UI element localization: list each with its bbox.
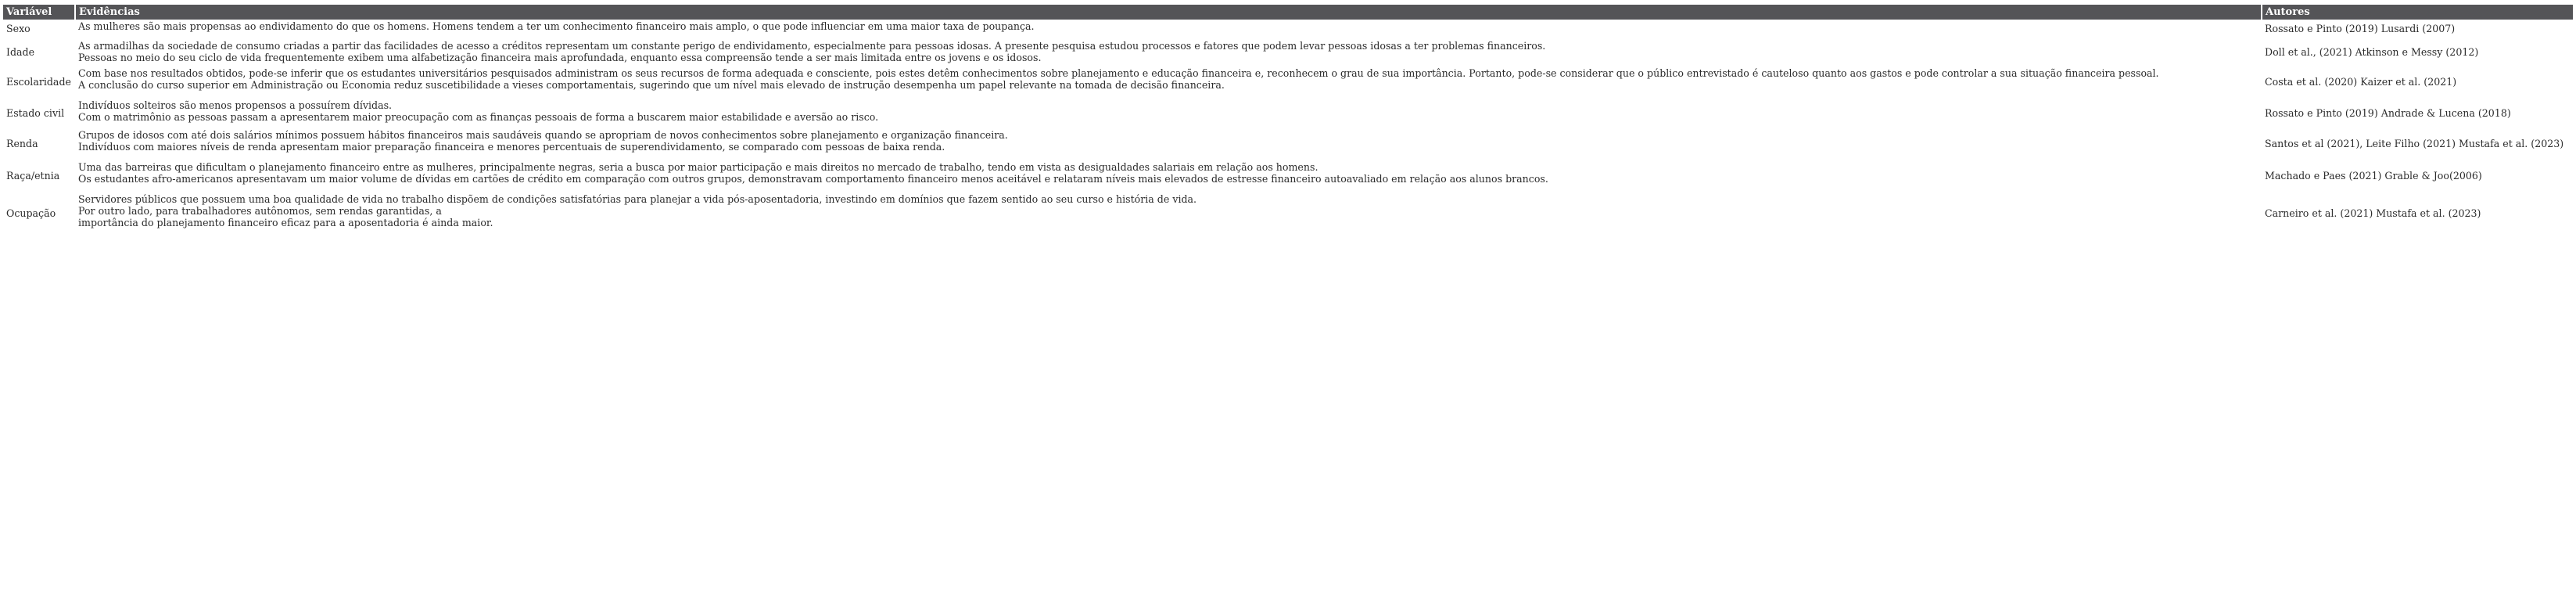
header-variable: Variável	[3, 5, 75, 20]
variable-cell: Ocupação	[6, 207, 56, 219]
evidence-cell	[75, 20, 2262, 39]
authors-cell: Carneiro et al. (2021) Mustafa et al. (2023)	[2265, 207, 2481, 219]
evidence-cell	[75, 160, 2262, 192]
table-row	[3, 128, 2573, 160]
evidence-line: Com o matrimônio as pessoas passam a apresentarem maior preocupação com as finanças pessoais de forma a buscarem maior estabilidade e aversão ao risco.	[78, 110, 879, 123]
table-row	[3, 192, 2573, 235]
evidence-cell	[75, 192, 2262, 235]
evidence-cell	[75, 67, 2262, 99]
header-row	[3, 5, 2573, 20]
evidence-line: A conclusão do curso superior em Administração ou Economia reduz suscetibilidade a vieses comportamentais, sugerindo que um nível mais elevado de instrução desempenha um papel relevante na tomada de decisão financeira.	[78, 78, 1225, 91]
variable-cell: Escolaridade	[6, 76, 71, 88]
header-authors: Autores	[2262, 5, 2573, 20]
authors-cell: Santos et al (2021), Leite Filho (2021) Mustafa et al. (2023)	[2265, 138, 2564, 150]
table-row	[3, 99, 2573, 128]
evidence-cell	[75, 39, 2262, 67]
evidence-line: Uma das barreiras que dificultam o planejamento financeiro entre as mulheres, principalmente negras, seria a busca por maior participação e mais direitos no mercado de trabalho, tendo em vista as desigualdades salariais em relação aos homens.	[78, 161, 1318, 173]
variable-cell: Renda	[6, 138, 38, 150]
table-row	[3, 39, 2573, 67]
table-row	[3, 160, 2573, 192]
table-row	[3, 67, 2573, 99]
evidence-line: Grupos de idosos com até dois salários mínimos possuem hábitos financeiros mais saudáveis quando se apropriam de novos conhecimentos sobre planejamento e organização financeira.	[78, 129, 1008, 141]
authors-cell: Doll et al., (2021) Atkinson e Messy (2012)	[2265, 46, 2479, 59]
table-header	[3, 5, 2573, 20]
evidence-line: Servidores públicos que possuem uma boa qualidade de vida no trabalho dispõem de condições satisfatórias para planejar a vida pós-aposentadoria, investindo em domínios que fazem sentido ao seu curso e história de vida.	[78, 193, 1197, 205]
evidence-line: importância do planejamento financeiro eficaz para a aposentadoria é ainda maior.	[78, 216, 493, 228]
variable-cell: Estado civil	[6, 106, 65, 119]
authors-cell: Rossato e Pinto (2019) Lusardi (2007)	[2265, 23, 2456, 35]
authors-cell: Rossato e Pinto (2019) Andrade & Lucena (2018)	[2265, 106, 2511, 119]
authors-cell: Costa et al. (2020) Kaizer et al. (2021)	[2265, 76, 2457, 88]
evidence-line: Com base nos resultados obtidos, pode-se inferir que os estudantes universitários pesquisados administram os seus recursos de forma adequada e consciente, pois estes detêm conhecimentos sobre planejamento e educação financeira e, reconhecem o grau de sua importância. Portanto, pode-se considerar que o público entrevistado é cauteloso quanto aos gastos e pode controlar a sua situação financeira pessoal.	[78, 67, 2159, 79]
header-evidence: Evidências	[75, 5, 2262, 20]
variable-cell: Raça/etnia	[6, 170, 60, 182]
table-body	[3, 20, 2573, 235]
variable-cell: Sexo	[6, 23, 30, 35]
variable-cell: Idade	[6, 46, 35, 59]
evidence-table	[3, 5, 2573, 235]
evidence-line: Indivíduos com maiores níveis de renda apresentam maior preparação financeira e menores percentuais de superendividamento, se comparado com pessoas de baixa renda.	[78, 140, 945, 153]
evidence-line: As mulheres são mais propensas ao endividamento do que os homens. Homens tendem a ter um conhecimento financeiro mais amplo, o que pode influenciar em uma maior taxa de poupança.	[78, 20, 1035, 32]
table-row	[3, 20, 2573, 39]
evidence-cell	[75, 99, 2262, 128]
evidence-cell	[75, 128, 2262, 160]
evidence-line: Por outro lado, para trabalhadores autônomos, sem rendas garantidas, a	[78, 204, 442, 217]
evidence-line: Pessoas no meio do seu ciclo de vida frequentemente exibem uma alfabetização financeira mais aprofundada, enquanto essa compreensão tende a ser mais limitada entre os jovens e os idosos.	[78, 51, 1042, 63]
evidence-line: Indivíduos solteiros são menos propensos a possuírem dívidas.	[78, 99, 393, 111]
evidence-line: Os estudantes afro-americanos apresentavam um maior volume de dívidas em cartões de crédito em comparação com outros grupos, demonstravam comportamento financeiro menos aceitável e relataram níveis mais elevados de estresse financeiro autoavaliado em relação aos alunos brancos.	[78, 172, 1548, 185]
authors-cell: Machado e Paes (2021) Grable & Joo(2006)	[2265, 170, 2482, 182]
evidence-line: As armadilhas da sociedade de consumo criadas a partir das facilidades de acesso a créditos representam um constante perigo de endividamento, especialmente para pessoas idosas. A presente pesquisa estudou processos e fatores que podem levar pessoas idosas a ter problemas financeiros.	[78, 40, 1546, 52]
